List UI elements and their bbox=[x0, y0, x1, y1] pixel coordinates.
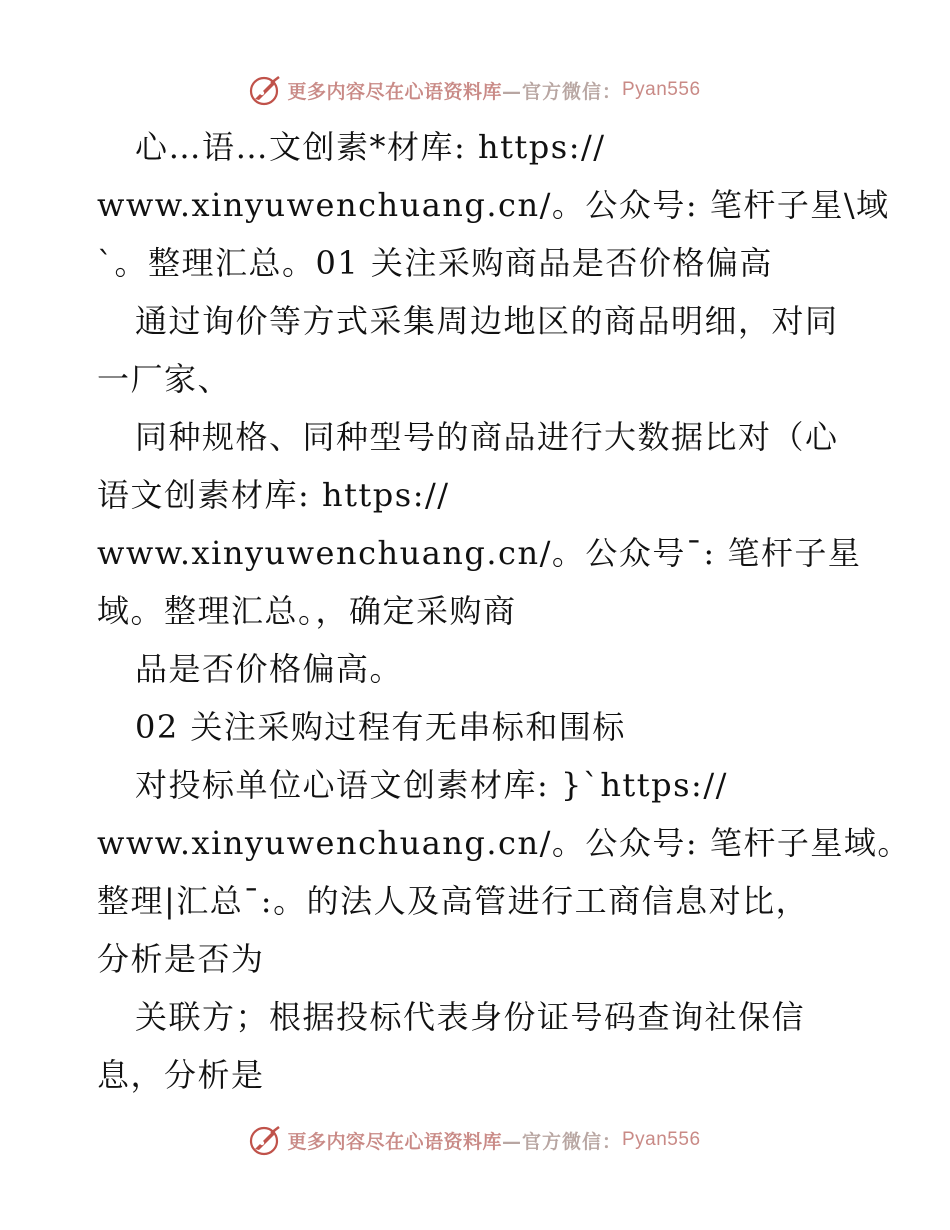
pen-logo-icon bbox=[249, 1123, 283, 1157]
document-body bbox=[97, 118, 911, 1104]
text-line: 同种规格、同种型号的商品进行大数据比对（心 bbox=[135, 418, 839, 456]
text-line: 通过询价等方式采集周边地区的商品明细，对同 bbox=[135, 302, 839, 340]
section-heading: 02 关注采购过程有无串标和围标 bbox=[135, 708, 626, 746]
text-line: `。整理汇总。01 关注采购商品是否价格偏高 bbox=[97, 244, 773, 282]
banner-subtitle: —官方微信： bbox=[501, 80, 622, 103]
banner-wechat-id: Pyan556 bbox=[622, 1129, 701, 1150]
text-line: 域。整理汇总。，确定采购商 bbox=[97, 592, 517, 630]
footer-banner bbox=[0, 1122, 950, 1158]
banner-subtitle: —官方微信： bbox=[501, 1130, 622, 1153]
text-line: 对投标单位心语文创素材库: }`https:// bbox=[135, 766, 728, 804]
text-line: 心…语…文创素*材库: https:// bbox=[135, 128, 606, 166]
banner-title: 更多内容尽在心语资料库 bbox=[287, 80, 502, 103]
text-line: 关联方；根据投标代表身份证号码查询社保信 bbox=[135, 998, 806, 1036]
text-line: www.xinyuwenchuang.cn/。公众号: 笔杆子星域。 bbox=[97, 824, 911, 862]
header-banner bbox=[0, 72, 950, 108]
pen-logo-icon bbox=[249, 73, 283, 107]
text-line: www.xinyuwenchuang.cn/。公众号¯: 笔杆子星 bbox=[97, 534, 862, 572]
text-line: www.xinyuwenchuang.cn/。公众号: 笔杆子星\域 bbox=[97, 186, 890, 224]
text-line: 语文创素材库: https:// bbox=[97, 476, 450, 514]
text-line: 整理|汇总¯:。的法人及高管进行工商信息对比， bbox=[97, 882, 810, 920]
text-line: 品是否价格偏高。 bbox=[135, 650, 404, 688]
text-line: 一厂家、 bbox=[97, 360, 232, 398]
banner-wechat-id: Pyan556 bbox=[622, 79, 701, 100]
text-line: 分析是否为 bbox=[97, 940, 265, 978]
banner-title: 更多内容尽在心语资料库 bbox=[287, 1130, 502, 1153]
text-line: 息，分析是 bbox=[97, 1056, 265, 1094]
